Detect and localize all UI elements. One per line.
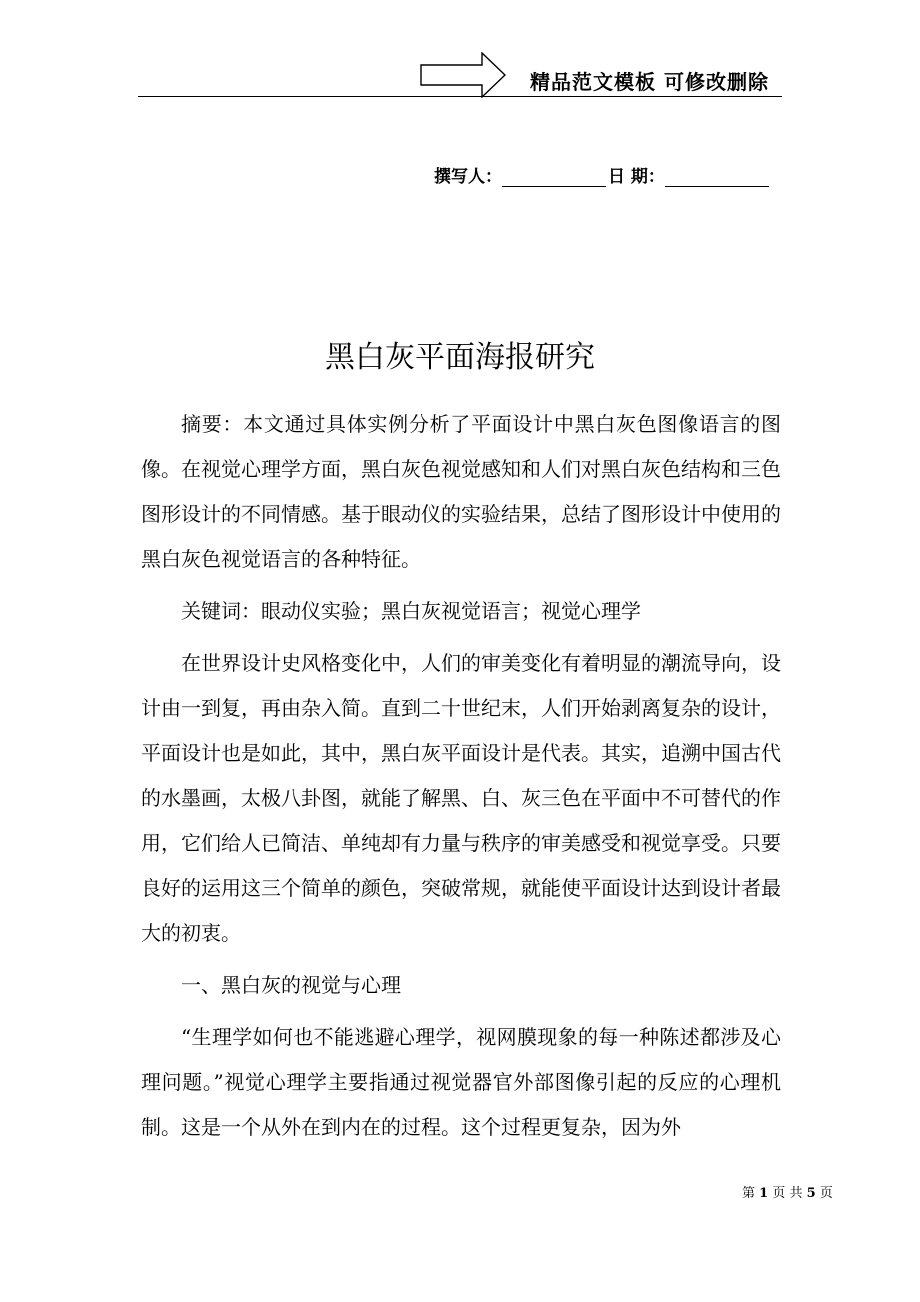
abstract-paragraph: 摘要：本文通过具体实例分析了平面设计中黑白灰色图像语言的图像。在视觉心理学方面，黑白灰色视觉感知和人们对黑白灰色结构和三色图形设计的不同情感。基于眼动仪的实验结果，总结了图形设计中使用的黑白灰色视觉语言的各种特征。 [141, 412, 781, 571]
author-label: 撰写人： [434, 167, 502, 187]
author-date-line [434, 162, 769, 187]
author-blank-field [502, 170, 606, 187]
right-arrow-outline-icon [420, 52, 506, 98]
date-blank-field [665, 170, 769, 187]
template-header-label: 精品范文模板 可修改删除 [530, 70, 769, 94]
footer-suffix: 页 [819, 1186, 833, 1201]
footer-prefix: 第 [742, 1186, 756, 1201]
document-title: 黑白灰平面海报研究 [325, 340, 595, 375]
header-divider [138, 96, 782, 97]
current-page-number: 1 [759, 1186, 769, 1201]
document-body [141, 402, 781, 1150]
total-page-number: 5 [806, 1186, 816, 1201]
footer-middle: 页 共 [772, 1186, 803, 1201]
section-paragraph: “生理学如何也不能逃避心理学，视网膜现象的每一种陈述都涉及心理问题。”视觉心理学主要指通过视觉器官外部图像引起的反应的心理机制。这是一个从外在到内在的过程。这个过程更复杂，因为外 [141, 1025, 781, 1139]
page-number-footer [742, 1182, 833, 1201]
date-label: 日 期： [608, 167, 665, 187]
keywords-paragraph: 关键词：眼动仪实验；黑白灰视觉语言；视觉心理学 [181, 599, 641, 623]
intro-paragraph: 在世界设计史风格变化中，人们的审美变化有着明显的潮流导向，设计由一到复，再由杂入简。直到二十世纪末，人们开始剥离复杂的设计，平面设计也是如此，其中，黑白灰平面设计是代表。其实，追溯中国古代的水墨画，太极八卦图，就能了解黑、白、灰三色在平面中不可替代的作用，它们给人已简洁、单纯却有力量与秩序的审美感受和视觉享受。只要良好的运用这三个简单的颜色，突破常规，就能使平面设计达到设计者最大的初衷。 [141, 651, 781, 945]
section-heading: 一、黑白灰的视觉与心理 [181, 973, 401, 997]
